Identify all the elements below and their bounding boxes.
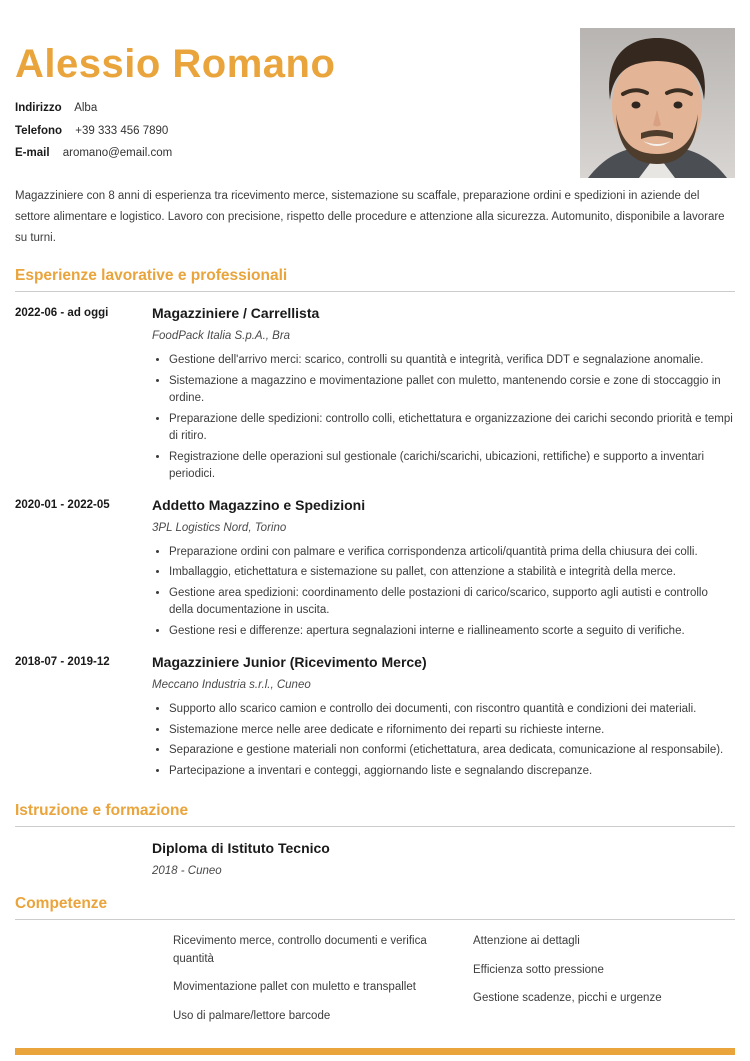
education-subtitle: 2018 - Cuneo xyxy=(152,864,222,877)
footer-accent-bar xyxy=(15,1048,735,1055)
job-title: Magazziniere / Carrellista xyxy=(152,304,320,321)
bullet-item: • Sistemazione merce nelle aree dedicate e rifornimento dei reparti su richieste interne. xyxy=(169,722,735,739)
skill-item: Gestione scadenze, picchi e urgenze xyxy=(473,992,662,1005)
section-heading-education: Istruzione e formazione xyxy=(15,802,735,827)
bullet-item: • Separazione e gestione materiali non conformi (etichettatura, area dedicata, comunicazione al responsabile). xyxy=(169,742,735,759)
experience-entry xyxy=(15,305,735,487)
bullet-item: • Registrazione delle operazioni sul gestionale (carichi/scarichi, ubicazioni, rettifiche) e supporto a inventari periodici. xyxy=(169,449,735,484)
person-name: Alessio Romano xyxy=(15,42,336,86)
entry-content xyxy=(152,654,735,784)
contact-value: Alba xyxy=(74,102,98,114)
education-entry xyxy=(15,840,735,877)
bullet-item: • Gestione area spedizioni: coordinamento delle postazioni di carico/scarico, supporto agli autisti e controllo della documentazione in uscita. xyxy=(169,585,735,620)
education-title: Diploma di Istituto Tecnico xyxy=(152,839,330,856)
skills-grid xyxy=(173,933,735,1037)
profile-photo-illustration xyxy=(580,28,735,178)
bullet-item: • Preparazione delle spedizioni: controllo colli, etichettatura e organizzazione dei carichi secondo priorità e tempi di ritiro. xyxy=(169,411,735,446)
profile-summary: Magazziniere con 8 anni di esperienza tra ricevimento merce, sistemazione su scaffale, preparazione ordini e spedizioni in aziende del settore alimentare e logistico. Lavoro con precisione, rispetto delle procedure e attenzione alla sicurezza. Automunito, disponibile a lavorare su turni. xyxy=(15,190,725,244)
skill-item: Efficienza sotto pressione xyxy=(473,963,604,976)
skill-item: Uso di palmare/lettore barcode xyxy=(173,1010,331,1023)
bullet-item: • Supporto allo scarico camion e controllo dei documenti, con riscontro quantità e condizioni dei materiali. xyxy=(169,701,735,718)
job-company: Meccano Industria s.r.l., Cuneo xyxy=(152,678,311,691)
job-bullet-list xyxy=(152,544,735,641)
profile-photo xyxy=(580,28,735,178)
bullet-item: • Gestione resi e differenze: apertura segnalazioni interne e riallineamento scorte a seguito di verifiche. xyxy=(169,623,735,640)
contact-value: aromano@email.com xyxy=(62,147,173,159)
entry-content xyxy=(152,840,735,877)
entry-date: 2018-07 - 2019-12 xyxy=(15,655,110,668)
skill-item: Attenzione ai dettagli xyxy=(473,934,580,947)
entry-date: 2022-06 - ad oggi xyxy=(15,306,109,319)
skill-item: Movimentazione pallet con muletto e transpallet xyxy=(173,981,416,994)
job-company: FoodPack Italia S.p.A., Bra xyxy=(152,329,291,342)
entry-date-empty xyxy=(15,840,152,877)
bullet-item: • Preparazione ordini con palmare e verifica corrispondenza articoli/quantità prima della chiusura dei colli. xyxy=(169,544,735,561)
job-bullet-list xyxy=(152,352,735,483)
contact-label: Telefono xyxy=(15,124,63,137)
experience-entry xyxy=(15,654,735,784)
contact-value: +39 333 456 7890 xyxy=(75,124,169,137)
skills-column-left xyxy=(173,933,473,1037)
entry-date: 2020-01 - 2022-05 xyxy=(15,498,110,511)
entry-content xyxy=(152,497,735,644)
experience-entry xyxy=(15,497,735,644)
skills-column-right xyxy=(473,933,735,1037)
contact-label: E-mail xyxy=(15,147,50,159)
bullet-item: • Gestione dell'arrivo merci: scarico, controlli su quantità e integrità, verifica DDT e segnalazione anomalie. xyxy=(169,352,735,369)
section-heading-skills: Competenze xyxy=(15,895,735,920)
job-company: 3PL Logistics Nord, Torino xyxy=(152,521,287,534)
bullet-item: • Sistemazione a magazzino e movimentazione pallet con muletto, mantenendo corsie e zone di stoccaggio in ordine. xyxy=(169,373,735,408)
job-title: Magazziniere Junior (Ricevimento Merce) xyxy=(152,653,427,670)
job-bullet-list xyxy=(152,701,735,781)
entry-content xyxy=(152,305,735,487)
section-heading-experience: Esperienze lavorative e professionali xyxy=(15,267,735,292)
skill-item: Ricevimento merce, controllo documenti e verifica quantità xyxy=(173,934,427,965)
job-title: Addetto Magazzino e Spedizioni xyxy=(152,496,366,513)
bullet-item: • Partecipazione a inventari e conteggi, aggiornando liste e segnalando discrepanze. xyxy=(169,763,735,780)
contact-label: Indirizzo xyxy=(15,102,62,114)
bullet-item: • Imballaggio, etichettatura e sistemazione su pallet, con attenzione a stabilità e integrità della merce. xyxy=(169,564,735,581)
